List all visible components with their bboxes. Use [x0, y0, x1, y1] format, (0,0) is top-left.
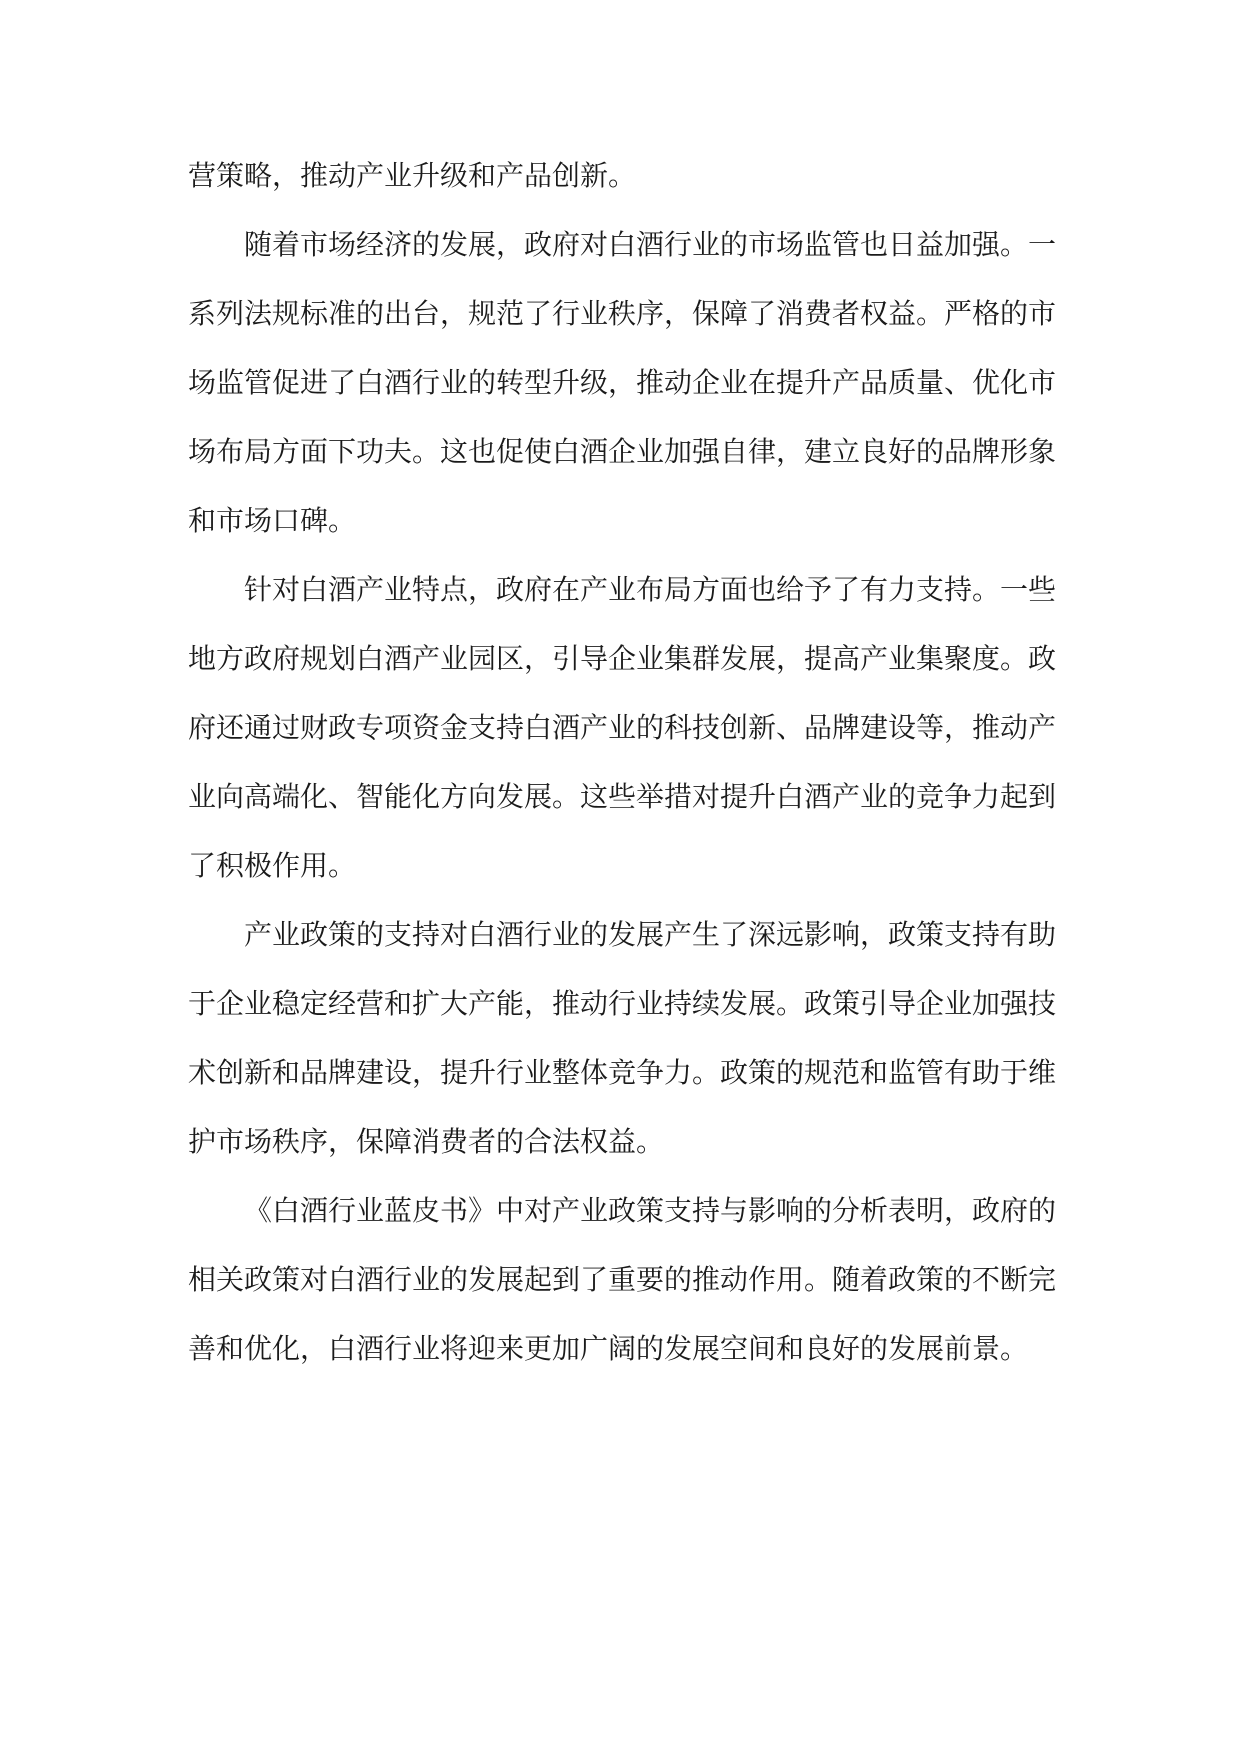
- paragraph-continuation: 营策略，推动产业升级和产品创新。: [188, 159, 637, 192]
- paragraph-conclusion: 《白酒行业蓝皮书》中对产业政策支持与影响的分析表明，政府的相关政策对白酒行业的发展起到了重要的推动作用。随着政策的不断完善和优化，白酒行业将迎来更加广阔的发展空间和良好的发展前景。: [188, 1194, 1057, 1365]
- document-body: [188, 141, 1056, 1383]
- paragraph-industry-layout: 针对白酒产业特点，政府在产业布局方面也给予了有力支持。一些地方政府规划白酒产业园区，引导企业集群发展，提高产业集聚度。政府还通过财政专项资金支持白酒产业的科技创新、品牌建设等，推动产业向高端化、智能化方向发展。这些举措对提升白酒产业的竞争力起到了积极作用。: [188, 573, 1057, 882]
- paragraph-market-regulation: 随着市场经济的发展，政府对白酒行业的市场监管也日益加强。一系列法规标准的出台，规范了行业秩序，保障了消费者权益。严格的市场监管促进了白酒行业的转型升级，推动企业在提升产品质量、优化市场布局方面下功夫。这也促使白酒企业加强自律，建立良好的品牌形象和市场口碑。: [188, 228, 1057, 537]
- paragraph-policy-impact: 产业政策的支持对白酒行业的发展产生了深远影响，政策支持有助于企业稳定经营和扩大产能，推动行业持续发展。政策引导企业加强技术创新和品牌建设，提升行业整体竞争力。政策的规范和监管有助于维护市场秩序，保障消费者的合法权益。: [188, 918, 1057, 1158]
